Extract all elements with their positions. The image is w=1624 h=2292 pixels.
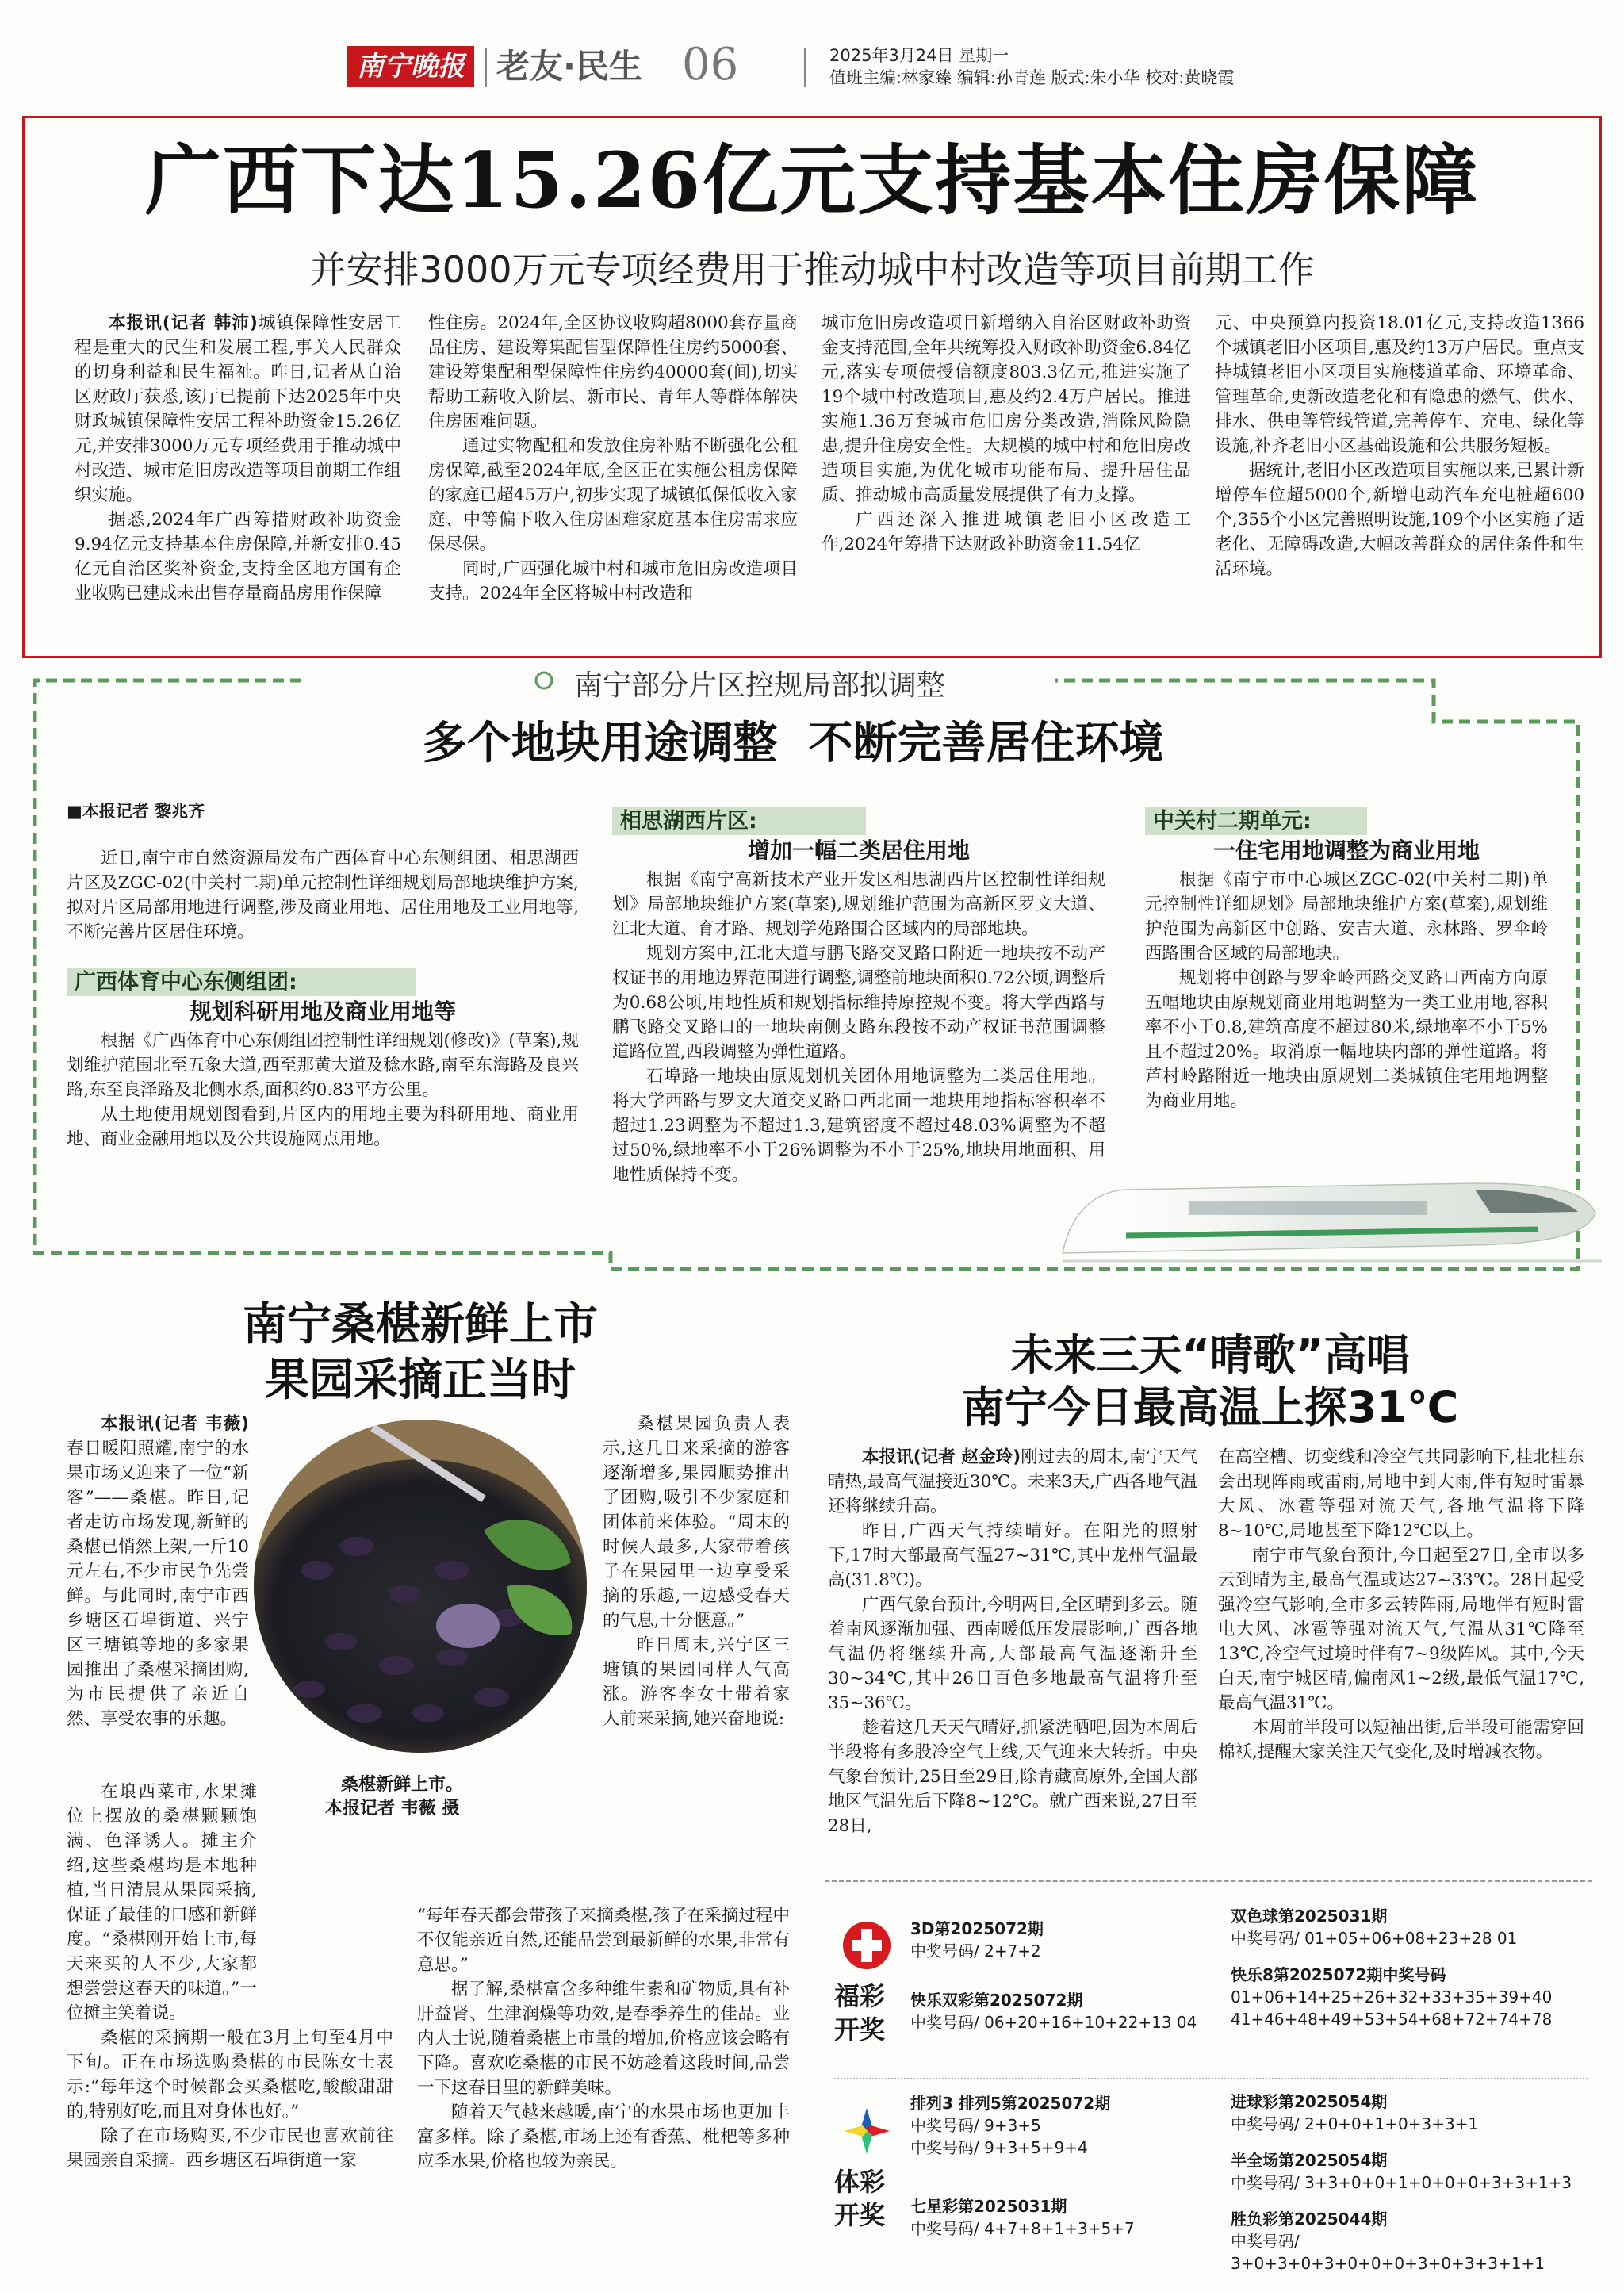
lead-col2-p3: 同时,广西强化城中村和城市危旧房改造项目支持。2024年全区将城中村改造和 [428, 559, 798, 604]
sports-lottery-icon [839, 2103, 894, 2159]
weather-col1-p1: 刚过去的周末,南宁天气晴热,最高气温接近30℃。未来3天,广西各地气温还将继续升高。 [828, 1447, 1198, 1516]
section-name: 老友·民生 [496, 47, 642, 86]
lottery-3d-name: 3D第2025072期 [910, 1919, 1044, 1938]
sports-label-2: 开奖 [834, 2200, 886, 2230]
weather-col-1 [828, 1445, 1197, 1838]
weather-byline: 本报讯(记者 赵金玲) [862, 1447, 1021, 1467]
mulberry-left-p2: 桑椹的采摘期一般在3月上旬至4月中下旬。正在市场选购桑椹的市民陈女士表示:“每年这个时候都会买桑椹吃,酸酸甜甜的,特别好吃,而且对身体也好。” [67, 2028, 393, 2121]
welfare-label-1: 福彩 [834, 1981, 886, 2011]
masthead [0, 0, 1624, 94]
train-illustration [1031, 1166, 1602, 1285]
sports-label-1: 体彩 [834, 2167, 886, 2197]
page-number: 06 [682, 39, 739, 90]
lottery-3d-nums: 中奖号码/ 2+7+2 [910, 1941, 1041, 1960]
lottery-k8-nums-2: 41+46+48+49+53+54+68+72+74+78 [1231, 2010, 1553, 2029]
issue-date: 2025年3月24日 星期一 [829, 46, 1009, 65]
sports-center-p1: 根据《广西体育中心东侧组团控制性详细规划(修改)》(草案),规划维护范围北至五象大道,西至那黄大道及稔水路,南至东海路及良兴路,东至良泽路及北侧水系,面积约0.83平方公里。 [67, 1031, 579, 1100]
lead-col3-p2: 广西还深入推进城镇老旧小区改造工作,2024年筹措下达财政补助资金11.54亿 [822, 510, 1191, 554]
mulberry-col-right-full [417, 1903, 790, 2174]
lead-col4-p1: 元、中央预算内投资18.01亿元,支持改造1366个城镇老旧小区项目,惠及约13万户居民。重点支持城镇老旧小区项目实施楼道革命、环境革命、管理革命,更新改造老化和有隐患的燃气、供水、排水、供电等管线管道,完善停车、充电、绿化等设施,补齐老旧小区基础设施和公共服务短板。 [1215, 313, 1584, 456]
mulberry-right-p3: “每年春天都会带孩子来摘桑椹,孩子在采摘过程中不仅能亲近自然,还能品尝到最新鲜的水果,非常有意思。” [417, 1906, 790, 1975]
photo-caption-2: 本报记者 韦薇 摄 [325, 1799, 460, 1819]
lottery-bqc-name: 半全场第2025054期 [1231, 2151, 1388, 2170]
lottery-shengfucai [1231, 2208, 1588, 2275]
lottery-pailie-name: 排列3 排列5第2025072期 [910, 2094, 1111, 2113]
weather-col1-p4: 趁着这几天天气晴好,抓紧洗晒吧,因为本周后半段将有多股冷空气上线,天气迎来大转折。中央气象台预计,25日至29日,除青藏高原外,全国大部地区气温先后下降8~12℃。就广西来说,27日至28日, [828, 1718, 1197, 1836]
weather-col2-p1: 在高空槽、切变线和冷空气共同影响下,桂北桂东会出现阵雨或雷雨,局地中到大雨,伴有短时雷暴大风、冰雹等强对流天气,各地气温将下降8~10℃,局地甚至下降12℃以上。 [1218, 1447, 1584, 1541]
weather-col1-p3: 广西气象台预计,今明两日,全区晴到多云。随着南风逐渐加强、西南暖低压发展影响,广西各地气温仍将继续升高,大部最高气温逐渐升至30~34℃,其中26日百色多地最高气温将升至35~36℃。 [828, 1595, 1197, 1713]
photo-caption-1: 桑椹新鲜上市。 [341, 1775, 464, 1795]
mulberry-byline: 本报讯(记者 韦薇) [101, 1414, 249, 1434]
mulberry-left-p3: 除了在市场购买,不少市民也喜欢前往果园亲自采摘。西乡塘区石埠街道一家 [67, 2126, 393, 2171]
welfare-label [834, 1980, 885, 2046]
lottery-jinqiucai [1231, 2091, 1588, 2135]
lottery-shuangseqiu [1231, 1905, 1588, 1949]
mulberry-right-p1: 桑椹果园负责人表示,这几日来采摘的游客逐渐增多,果园顺势推出了团购,吸引不少家庭和团体前来体验。“周末的时候人最多,大家带着孩子在果园里一边享受采摘的乐趣,一边感受春天的气息,十分惬意。” [603, 1414, 790, 1631]
lottery-qxc-name: 七星彩第2025031期 [910, 2197, 1067, 2216]
lead-col-2 [428, 311, 798, 606]
lead-subhead: 并安排3000万元专项经费用于推动城中村改造等项目前期工作 [309, 248, 1315, 291]
lead-col2-p1: 性住房。2024年,全区协议收购超8000套存量商品住房、建设筹集配售型保障性住房约5000套、建设筹集配租型保障性住房约40000套(间),切实帮助工薪收入阶层、新市民、青年人等群体解决住房困难问题。 [428, 313, 798, 431]
welfare-lottery-icon [839, 1918, 894, 1973]
mulberry-col-left-full [67, 1780, 393, 2173]
planning-kicker: 南宁部分片区控规局部拟调整 [574, 669, 946, 702]
mulberry-headline-line1: 南宁桑椹新鲜上市 [243, 1299, 598, 1351]
lottery-sfc-name: 胜负彩第2025044期 [1231, 2210, 1388, 2229]
lead-col3-p1: 城市危旧房改造项目新增纳入自治区财政补助资金支持范围,全年共统筹投入财政补助资金6.84亿元,落实专项债授信额度803.3亿元,推进实施了19个城中村改造项目,惠及约2.4万户居民。推进实施1.36万套城市危旧房分类改造,消除风险隐患,提升住房安全性。大规模的城中村和危旧房改造项目实施,为优化城市功能布局、提升居住品质、推动城市高质量发展提供了有力支撑。 [822, 313, 1191, 505]
mulberry-right-p5: 随着天气越来越暖,南宁的水果市场也更加丰富多样。除了桑椹,市场上还有香蕉、枇杷等多种应季水果,价格也较为亲民。 [417, 2102, 790, 2171]
lead-byline: 本报讯(记者 韩沛) [109, 313, 258, 333]
zgc-p2: 规划将中创路与罗伞岭西路交叉路口西南方向原五幅地块由原规划商业用地调整为一类工业用地,容积率不小于0.8,建筑高度不超过80米,绿地率不小于5%且不超过20%。取消原一幅地块内部的弹性道路。将芦村岭路附近一地块由原规划二类城镇住宅用地调整为商业用地。 [1145, 968, 1548, 1111]
section-bar-zgc: 中关村二期单元: [1145, 807, 1367, 835]
weather-headline-line2: 南宁今日最高温上探31℃ [961, 1382, 1459, 1432]
lead-col1-p1: 城镇保障性安居工程是重大的民生和发展工程,事关人民群众的切身利益和民生福祉。昨日,记者从自治区财政厅获悉,该厅已提前下达2025年中央财政城镇保障性安居工程补助资金15.26亿元,并安排3000万元专项经费用于推动城中村改造、城市危旧房改造等项目前期工作组织实施。 [75, 313, 401, 505]
lottery-pailie-nums-1: 中奖号码/ 9+3+5 [910, 2116, 1041, 2135]
planning-headline: 多个地块用途调整 不断完善居住环境 [422, 718, 1164, 769]
zgc-p1: 根据《南宁市中心城区ZGC-02(中关村二期)单元控制性详细规划》局部地块维护方案(草案),规划维护范围为高新区中创路、安吉大道、永林路、罗伞岭西路围合区域的局部地块。 [1145, 870, 1548, 964]
mulberry-photo [246, 1412, 595, 1761]
sports-label [834, 2165, 885, 2232]
sports-center-p2: 从土地使用规划图看到,片区内的用地主要为科研用地、商业用地、商业金融用地以及公共设施网点用地。 [67, 1105, 579, 1149]
lottery-sfc-nums: 中奖号码/ 3+0+3+0+3+0+0+0+3+0+3+3+1+1 [1231, 2232, 1545, 2273]
lottery-qxc-nums: 中奖号码/ 4+7+8+1+3+5+7 [910, 2219, 1135, 2238]
section-title-xiangsihu: 增加一幅二类居住用地 [747, 837, 970, 864]
planning-byline: ■本报记者 黎兆齐 [67, 802, 205, 821]
newspaper-logo: 南宁晚报 [347, 46, 474, 87]
weather-headline [822, 1329, 1599, 1434]
lottery-ssq-nums: 中奖号码/ 01+05+06+08+23+28 01 [1231, 1929, 1518, 1948]
logo-divider [485, 48, 487, 87]
lottery-k8-name: 快乐8第2025072期中奖号码 [1231, 1965, 1446, 1984]
welfare-label-2: 开奖 [834, 2014, 886, 2045]
planning-col-mid [612, 807, 1105, 1187]
lottery-k8-nums-1: 01+06+14+25+26+32+33+35+39+40 [1231, 1987, 1553, 2006]
mulberry-right-p4: 据了解,桑椹富含多种维生素和矿物质,具有补肝益肾、生津润燥等功效,是春季养生的佳品。业内人士说,随着桑椹上市量的增加,价格应该会略有下降。喜欢吃桑椹的市民不妨趁着这段时间,品尝一下这春日里的新鲜美味。 [417, 1980, 790, 2098]
mulberry-headline [63, 1297, 777, 1409]
mulberry-right-p2: 昨日周末,兴宁区三塘镇的果园同样人气高涨。游客李女士带着家人前来采摘,她兴奋地说: [603, 1635, 790, 1729]
lottery-3d [910, 1918, 1212, 1962]
weather-col1-p2: 昨日,广西天气持续晴好。在阳光的照射下,17时大部最高气温27~31℃,其中龙州气温最高(31.8℃)。 [828, 1521, 1197, 1590]
xiangsihu-p1: 根据《南宁高新技术产业开发区相思湖西片区控制性详细规划》局部地块维护方案(草案),规划维护范围为高新区罗文大道、江北大道、育才路、规划学苑路围合区域内的局部地块。 [612, 870, 1105, 939]
lead-headline: 广西下达15.26亿元支持基本住房保障 [144, 136, 1480, 225]
mulberry-headline-line2: 果园采摘正当时 [265, 1355, 576, 1406]
lottery-shuangcai-nums: 中奖号码/ 06+20+16+10+22+13 04 [910, 2013, 1197, 2032]
mulberry-left-p1: 在埌西菜市,水果摊位上摆放的桑椹颗颗饱满、色泽诱人。摊主介绍,这些桑椹均是本地种植,当日清晨从果园采摘,保证了最佳的口感和新鲜度。“桑椹刚开始上市,每天来买的人不少,大家都想尝尝这春天的味道。”一位摊主笑着说。 [67, 1782, 257, 2023]
planning-intro: 近日,南宁市自然资源局发布广西体育中心东侧组团、相思湖西片区及ZGC-02(中关村二期)单元控制性详细规划局部地块维护方案,拟对片区局部用地进行调整,涉及商业用地、居住用地及工业用地等,不断完善片区居住环境。 [67, 849, 579, 942]
section-bar-xiangsihu: 相思湖西片区: [612, 807, 866, 835]
section-title-zgc: 一住宅用地调整为商业用地 [1212, 837, 1480, 864]
section-bar-sports-center: 广西体育中心东侧组团: [67, 968, 416, 996]
mulberry-col-left-narrow [67, 1412, 249, 1731]
planning-col-right [1145, 807, 1548, 1113]
lottery-bqc-nums: 中奖号码/ 3+3+0+0+1+0+0+0+3+3+1+3 [1231, 2173, 1572, 2192]
xiangsihu-p2: 规划方案中,江北大道与鹏飞路交叉路口附近一地块按不动产权证书的用地边界范围进行调整,调整前地块面积0.72公顷,调整后为0.68公顷,用地性质和规划指标维持原控规不变。将大学西路与鹏飞路交叉路口的一地块南侧支路东段按不动产权证书范围调整道路位置,西段调整为弹性道路。 [612, 944, 1105, 1062]
lottery-kuaile-shuangcai [910, 1989, 1243, 2033]
lead-col4-p2: 据统计,老旧小区改造项目实施以来,已累计新增停车位超5000个,新增电动汽车充电桩超600个,355个小区完善照明设施,109个小区实施了适老化、无障碍改造,大幅改善群众的居住条件和生活环境。 [1215, 461, 1584, 579]
weather-headline-line1: 未来三天“晴歌”高唱 [1010, 1330, 1410, 1380]
lottery-jqc-name: 进球彩第2025054期 [1231, 2092, 1388, 2111]
mulberry-intro: 春日暖阳照耀,南宁的水果市场又迎来了一位“新客”——桑椹。昨日,记者走访市场发现,新鲜的桑椹已悄然上架,一斤10元左右,不少市民争先尝鲜。与此同时,南宁市西乡塘区石埠街道、兴宁区三塘镇等地的多家果园推出了桑椹采摘团购,为市民提供了亲近自然、享受农事的乐趣。 [67, 1439, 249, 1729]
masthead-divider [804, 48, 806, 87]
lottery-jqc-nums: 中奖号码/ 2+0+0+1+0+3+3+1 [1231, 2114, 1479, 2133]
lead-col2-p2: 通过实物配租和发放住房补贴不断强化公租房保障,截至2024年底,全区正在实施公租房保障的家庭已超45万户,初步实现了城镇低保低收入家庭、中等偏下收入住房困难家庭基本住房需求应保尽保。 [428, 436, 798, 554]
weather-col-2 [1218, 1445, 1584, 1765]
lottery-divider [834, 2078, 1588, 2079]
mulberry-col-right-narrow [603, 1412, 790, 1731]
lottery-qixingcai [910, 2195, 1228, 2240]
planning-col-left [67, 799, 579, 1152]
lead-col1-p2: 据悉,2024年广西筹措财政补助资金9.94亿元支持基本住房保障,并新安排0.45亿元自治区奖补资金,支持全区地方国有企业收购已建成未出售存量商品房用作保障 [75, 510, 401, 604]
lead-col-4 [1215, 311, 1584, 581]
lottery-kuaile8 [1231, 1964, 1588, 2030]
lottery-pailie-nums-2: 中奖号码/ 9+3+5+9+4 [910, 2138, 1088, 2157]
xiangsihu-p3: 石埠路一地块由原规划机关团体用地调整为二类居住用地。将大学西路与罗文大道交叉路口西北面一地块用地指标容积率不超过1.23调整为不超过1.3,建筑密度不超过48.03%调整为不超过50%,绿地率不小于26%调整为不小于25%,地块用地面积、用地性质保持不变。 [612, 1067, 1105, 1185]
lottery-shuangcai-name: 快乐双彩第2025072期 [910, 1991, 1083, 2010]
section-title-sports-center: 规划科研用地及商业用地等 [189, 998, 456, 1025]
lottery-pailie [910, 2092, 1228, 2159]
lead-col-1 [75, 311, 401, 606]
lottery-ssq-name: 双色球第2025031期 [1231, 1907, 1388, 1926]
weather-col2-p2: 南宁市气象台预计,今日起至27日,全市以多云到晴为主,最高气温或达27~33℃。28日起受强冷空气影响,全市多云转阵雨,局地伴有短时雷电大风、冰雹等强对流天气,气温从31℃降至13℃,冷空气过境时伴有7~9级阵风。其中,今天白天,南宁城区晴,偏南风1~2级,最低气温17℃,最高气温31℃。 [1218, 1546, 1584, 1713]
lead-col-3 [822, 311, 1191, 557]
staff-credits: 值班主编:林家臻 编辑:孙青莲 版式:朱小华 校对:黄晓霞 [829, 68, 1235, 87]
lottery-banquanchang [1231, 2149, 1588, 2194]
weather-col2-p3: 本周前半段可以短袖出街,后半段可能需穿回棉袄,提醒大家关注天气变化,及时增减衣物。 [1218, 1718, 1584, 1762]
